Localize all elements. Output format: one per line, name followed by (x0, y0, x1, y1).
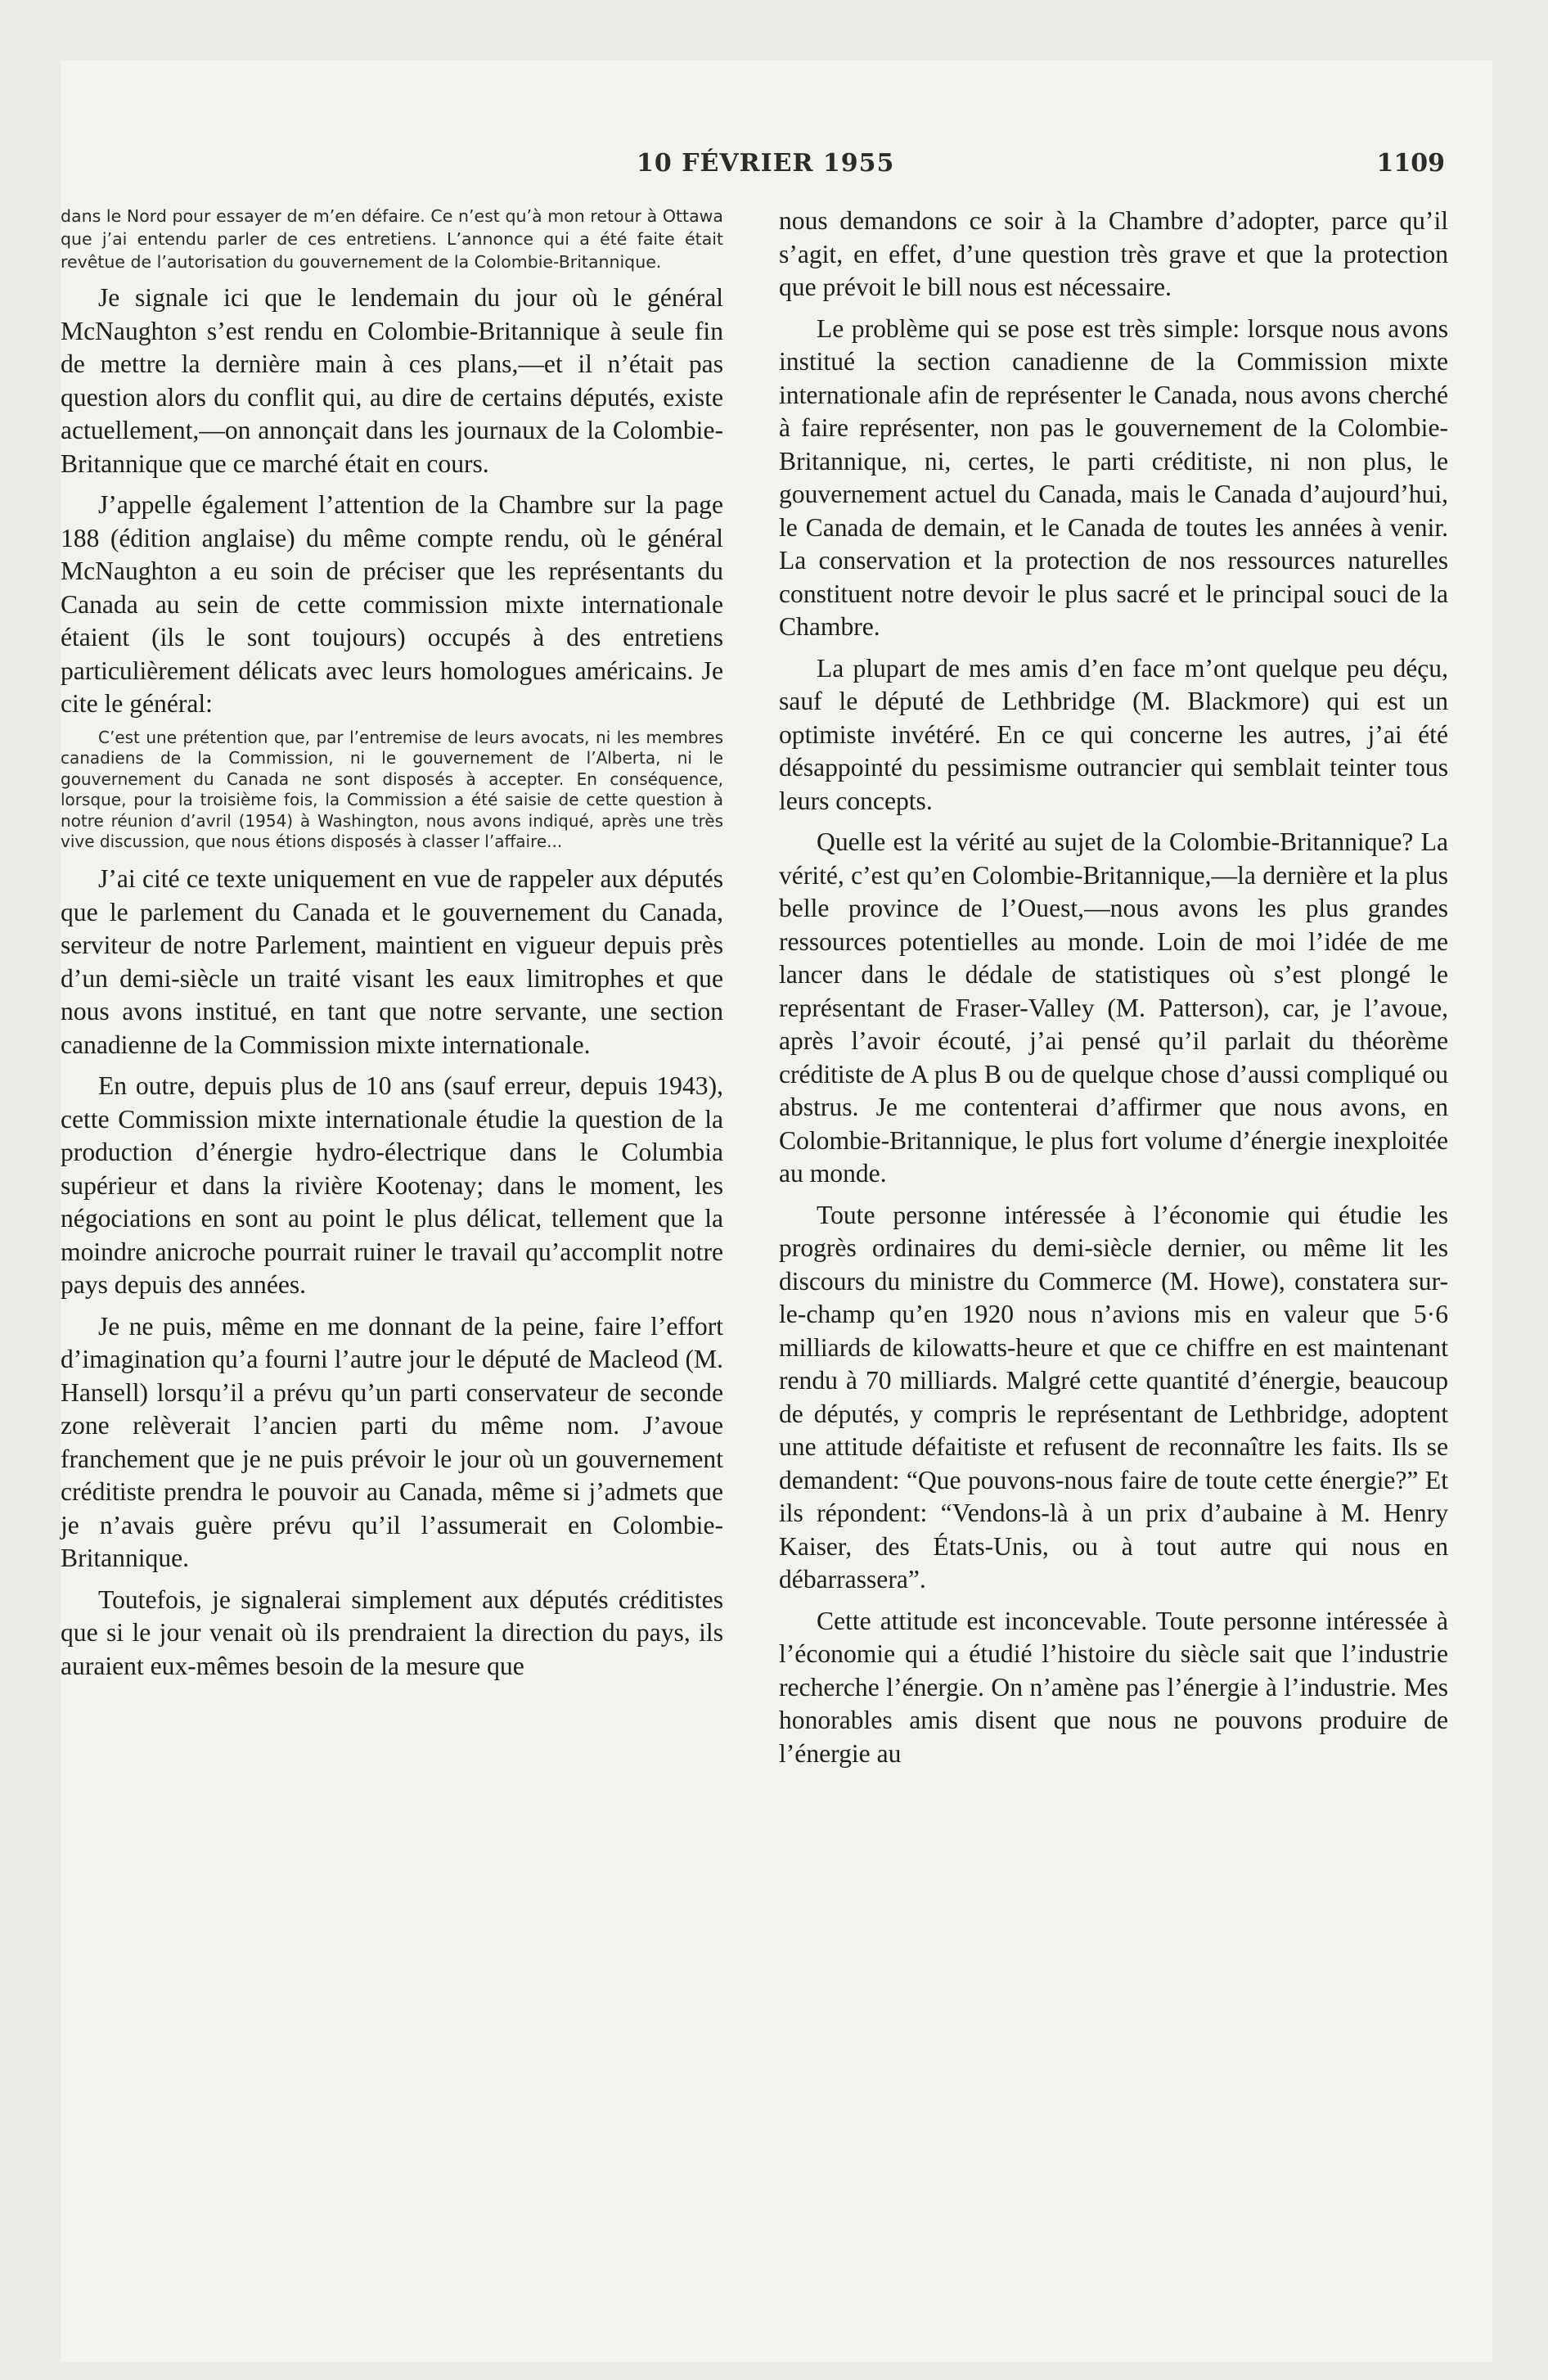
right-column (779, 205, 1448, 1770)
paragraph: J’ai cité ce texte uniquement en vue de rappeler aux députés que le parlement du Canada et le gouvernement du Canada, serviteur de notre Parlement, maintient en vigueur depuis près d’un demi-siècle un traité visant les eaux limitrophes et que nous avons institué, en tant que notre servante, une section canadienne de la Commission mixte internationale. (61, 864, 723, 1059)
paragraph: Je ne puis, même en me donnant de la peine, faire l’effort d’imagination qu’a fourni l’autre jour le député de Macleod (M. Hansell) lorsqu’il a prévu qu’un parti conservateur de seconde zone relèverait l’ancien parti du même nom. J’avoue franchement que je ne puis prévoir le jour où un gouvernement créditiste prendra le pouvoir au Canada, même si j’admets que je n’avais guère prévu qu’il l’assumerait en Colombie-Britannique. (61, 1311, 723, 1573)
page-date: 10 FÉVRIER 1955 (637, 149, 895, 178)
paragraph: Toutefois, je signalerai simplement aux députés créditistes que si le jour venait où ils prendraient la direction du pays, ils auraient eux-mêmes besoin de la mesure que (61, 1584, 723, 1680)
left-column (61, 205, 723, 1683)
paragraph: Le problème qui se pose est très simple: lorsque nous avons institué la section canadienne de la Commission mixte internationale afin de représenter le Canada, nous avons cherché à faire représenter, non pas le gouvernement de la Colombie-Britannique, ni, certes, le parti créditiste, ni non plus, le gouvernement actuel du Canada, mais le Canada d’aujourd’hui, le Canada de demain, et le Canada de toutes les années à venir. La conservation et la protection de nos ressources naturelles constituent notre devoir le plus sacré et le principal souci de la Chambre. (779, 313, 1448, 641)
block-quote: C’est une prétention que, par l’entremise de leurs avocats, ni les membres canadiens de la Commission, ni le gouvernement de l’Alberta, ni le gouvernement du Canada ne sont disposés à accepter. En conséquence, lorsque, pour la troisième fois, la Commission a été saisie de cette question à notre réunion d’avril (1954) à Washington, nous avons indiqué, après une très vive discussion, que nous étions disposés à classer l’affaire... (61, 727, 723, 852)
document-page (61, 61, 1492, 2362)
page-header (61, 149, 1492, 192)
paragraph: La plupart de mes amis d’en face m’ont quelque peu déçu, sauf le député de Lethbridge (M. Blackmore) qui est un optimiste invétéré. En ce qui concerne les autres, j’ai été désappointé du pessimisme outrancier qui semblait teinter tous leurs concepts. (779, 653, 1448, 815)
page-number: 1109 (1376, 149, 1445, 178)
paragraph: Je signale ici que le lendemain du jour où le général McNaughton s’est rendu en Colombie-Britannique à seule fin de mettre la dernière main à ces plans,—et il n’était pas question alors du conflit qui, au dire de certains députés, existe actuellement,—on annonçait dans les journaux de la Colombie-Britannique que ce marché était en cours. (61, 283, 723, 478)
paragraph: nous demandons ce soir à la Chambre d’adopter, parce qu’il s’agit, en effet, d’une question très grave et que la protection que prévoit le bill nous est nécessaire. (779, 206, 1448, 301)
paragraph: En outre, depuis plus de 10 ans (sauf erreur, depuis 1943), cette Commission mixte internationale étudie la question de la production d’énergie hydro-électrique dans le Columbia supérieur et dans la rivière Kootenay; dans le moment, les négociations en sont au point le plus délicat, tellement que la moindre anicroche pourrait ruiner le travail qu’accomplit notre pays depuis des années. (61, 1071, 723, 1300)
paragraph: Toute personne intéressée à l’économie qui étudie les progrès ordinaires du demi-siècle dernier, ou même lit les discours du ministre du Commerce (M. Howe), constatera sur-le-champ qu’en 1920 nous n’avions mis en valeur que 5·6 milliards de kilowatts-heure et que ce chiffre en est maintenant rendu à 70 milliards. Malgré cette quantité d’énergie, beaucoup de députés, y compris le représentant de Lethbridge, adoptent une attitude défaitiste et refusent de reconnaître les faits. Ils se demandent: “Que pouvons-nous faire de toute cette énergie?” Et ils répondent: “Vendons-là à un prix d’aubaine à M. Henry Kaiser, des États-Unis, ou à tout autre qui nous en débarrassera”. (779, 1200, 1448, 1593)
paragraph: J’appelle également l’attention de la Chambre sur la page 188 (édition anglaise) du même compte rendu, où le général McNaughton a eu soin de préciser que les représentants du Canada au sein de cette commission mixte internationale étaient (ils le sont toujours) occupés à des entretiens particulièrement délicats avec leurs homologues américains. Je cite le général: (61, 490, 723, 718)
paragraph: Cette attitude est inconcevable. Toute personne intéressée à l’économie qui a étudié l’histoire du siècle sait que l’industrie recherche l’énergie. On n’amène pas l’énergie à l’industrie. Mes honorables amis disent que nous ne pouvons produire de l’énergie au (779, 1606, 1448, 1768)
paragraph: dans le Nord pour essayer de m’en défaire. Ce n’est qu’à mon retour à Ottawa que j’ai entendu parler de ces entretiens. L’annonce qui a été faite était revêtue de l’autorisation du gouvernement de la Colombie-Britannique. (61, 206, 723, 272)
paragraph: Quelle est la vérité au sujet de la Colombie-Britannique? La vérité, c’est qu’en Colombie-Britannique,—la dernière et la plus belle province de l’Ouest,—nous avons les plus grandes ressources potentielles au monde. Loin de moi l’idée de me lancer dans le dédale de statistiques où s’est plongé le représentant de Fraser-Valley (M. Patterson), car, je l’avoue, après l’avoir écouté, j’ai pensé qu’il parlait du théorème créditiste de A plus B ou de quelque chose d’aussi compliqué ou abstrus. Je me contenterai d’affirmer que nous avons, en Colombie-Britannique, le plus fort volume d’énergie inexploitée au monde. (779, 827, 1448, 1188)
